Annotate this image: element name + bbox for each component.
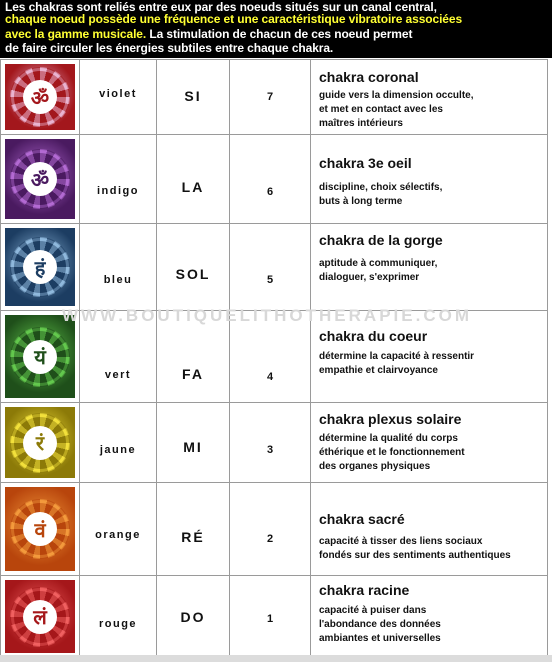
chakra-description-line: aptitude à communiquer,: [319, 258, 438, 269]
chakra-color: orange: [95, 529, 141, 541]
chakra-description: [319, 535, 511, 563]
chakra-image-cell: [1, 224, 80, 311]
chakra-title: chakra coronal: [319, 69, 419, 85]
chakra-description-line: buts à long terme: [319, 196, 403, 207]
chakra-row: [1, 224, 548, 311]
chakra-description-line: ambiantes et universelles: [319, 633, 441, 644]
chakra-description-line: capacité à puiser dans: [319, 605, 427, 616]
sahasrara-icon: [5, 64, 75, 130]
chakra-description-cell: [311, 224, 548, 311]
svadhisthana-icon: [5, 487, 75, 571]
chakra-note-cell: [157, 135, 230, 224]
chakra-description-cell: [311, 60, 548, 135]
chakra-description-line: détermine la qualité du corps: [319, 433, 458, 444]
chakra-description: [319, 432, 465, 474]
chakra-glyph: रं: [23, 426, 57, 460]
chakra-row: [1, 576, 548, 658]
chakra-title: chakra du coeur: [319, 328, 428, 344]
ajna-icon: [5, 139, 75, 219]
chakra-row: [1, 60, 548, 135]
chakra-image-cell: [1, 576, 80, 658]
chakra-description-cell: [311, 135, 548, 224]
chakra-title: chakra de la gorge: [319, 232, 443, 248]
chakra-color-cell: [80, 576, 157, 658]
chakra-color: jaune: [99, 444, 137, 456]
chakra-note-cell: [157, 60, 230, 135]
chakra-number: 2: [266, 533, 274, 545]
chakra-description-line: et met en contact avec les: [319, 104, 443, 115]
chakra-number: 5: [266, 274, 274, 286]
chakra-description-line: empathie et clairvoyance: [319, 365, 438, 376]
chakra-description-line: discipline, choix sélectifs,: [319, 182, 443, 193]
chakra-glyph: वं: [23, 512, 57, 546]
chakra-number-cell: [230, 224, 311, 311]
intro-line-1: Les chakras sont reliés entre eux par des noeuds situés sur un canal central,: [5, 0, 437, 14]
chakra-number-cell: [230, 483, 311, 576]
watermark: WWW.BOUTIQUELITHOTHERAPIE.COM: [62, 306, 472, 325]
chakra-row: [1, 403, 548, 483]
chakra-note-cell: [157, 403, 230, 483]
chakra-title: chakra 3e oeil: [319, 155, 412, 171]
chakra-note-cell: [157, 224, 230, 311]
intro-line-3-highlight: avec la gamme musicale.: [5, 27, 147, 41]
chakra-number: 7: [266, 91, 274, 103]
chakra-note: LA: [181, 179, 205, 195]
chakra-description: [319, 181, 442, 209]
chakra-note: SOL: [175, 266, 211, 282]
chakra-note-cell: [157, 576, 230, 658]
intro-line-4: de faire circuler les énergies subtiles entre chaque chakra.: [5, 41, 334, 55]
intro-line-2: chaque noeud possède une fréquence et une caractéristique vibratoire associées: [5, 12, 463, 26]
chakra-note: FA: [182, 366, 204, 382]
chakra-row: [1, 135, 548, 224]
chakra-description-line: détermine la capacité à ressentir: [319, 351, 475, 362]
chakra-color: bleu: [103, 274, 133, 286]
intro-header: [0, 0, 552, 58]
chakra-image-cell: [1, 403, 80, 483]
chakra-number: 1: [266, 613, 274, 625]
chakra-glyph: लं: [23, 600, 57, 634]
chakra-note: RÉ: [181, 529, 205, 545]
chakra-description-line: des organes physiques: [319, 461, 431, 472]
chakra-note: MI: [183, 439, 203, 455]
chakra-glyph: यं: [23, 340, 57, 374]
chakra-color-cell: [80, 403, 157, 483]
chakra-note: SI: [184, 88, 202, 104]
chakra-color-cell: [80, 60, 157, 135]
chakra-description: [319, 350, 474, 378]
chakra-image-cell: [1, 483, 80, 576]
chakra-description: [319, 89, 474, 131]
chakra-description-cell: [311, 403, 548, 483]
chakra-color: violet: [99, 88, 137, 100]
manipura-icon: [5, 407, 75, 478]
chakra-description-line: dialoguer, s'exprimer: [319, 272, 420, 283]
chakra-title: chakra racine: [319, 582, 410, 598]
intro-line-3: [5, 28, 412, 40]
chakra-description-line: capacité à tisser des liens sociaux: [319, 536, 483, 547]
chakra-glyph: ॐ: [23, 80, 57, 114]
chakra-number-cell: [230, 60, 311, 135]
chakra-description-line: guide vers la dimension occulte,: [319, 90, 474, 101]
vishuddha-icon: [5, 228, 75, 306]
chakra-number-cell: [230, 135, 311, 224]
chakra-note-cell: [157, 483, 230, 576]
chakra-description: [319, 604, 441, 646]
chakra-description-line: l'abondance des données: [319, 619, 441, 630]
chakra-number: 6: [266, 186, 274, 198]
chakra-description-cell: [311, 483, 548, 576]
chakra-glyph: हं: [23, 250, 57, 284]
chakra-color-cell: [80, 224, 157, 311]
chakra-number-cell: [230, 403, 311, 483]
chakra-description-line: fondés sur des sentiments authentiques: [319, 550, 511, 561]
chakra-title: chakra plexus solaire: [319, 411, 462, 427]
chakra-color: indigo: [97, 185, 139, 197]
chakra-color: vert: [104, 369, 132, 381]
chakra-table: [0, 59, 548, 658]
chakra-description-cell: [311, 576, 548, 658]
chakra-description: [319, 257, 437, 285]
anahata-icon: [5, 315, 75, 398]
chakra-description-line: maîtres intérieurs: [319, 118, 403, 129]
chakra-number: 4: [266, 371, 274, 383]
chakra-title: chakra sacré: [319, 511, 405, 527]
chakra-color-cell: [80, 483, 157, 576]
muladhara-icon: [5, 580, 75, 653]
bottom-bar: [0, 655, 552, 662]
chakra-number-cell: [230, 576, 311, 658]
chakra-color: rouge: [98, 618, 138, 630]
intro-line-3-rest: La stimulation de chacun de ces noeud permet: [146, 27, 413, 41]
chakra-glyph: ॐ: [23, 162, 57, 196]
chakra-description-line: éthérique et le fonctionnement: [319, 447, 465, 458]
chakra-image-cell: [1, 135, 80, 224]
chakra-number: 3: [266, 444, 274, 456]
chakra-color-cell: [80, 135, 157, 224]
chakra-image-cell: [1, 60, 80, 135]
chakra-row: [1, 483, 548, 576]
chakra-note: DO: [180, 609, 206, 625]
